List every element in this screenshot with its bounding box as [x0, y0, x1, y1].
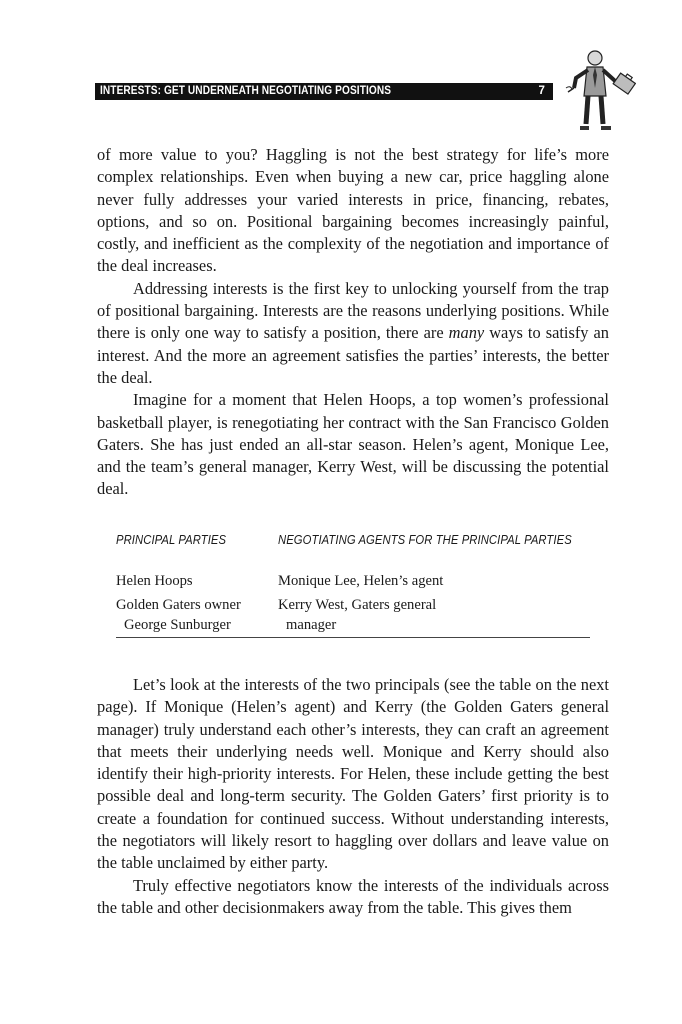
paragraph — [97, 278, 609, 389]
text-run: ways to satisfy an interest. And the more an agreement satisfies the parties’ interests, the better the deal. — [97, 323, 609, 387]
text-run: Addressing interests is the first key to unlocking yourself from the trap of positional bargaining. Interests are the reasons underlying positions. While there is only one way to satisfy a position, there are — [97, 278, 609, 343]
column-header-principal: PRINCIPAL PARTIES — [116, 533, 227, 547]
agent-cell-cont: manager — [286, 617, 337, 633]
principal-cell-cont: George Sunburger — [124, 617, 231, 633]
table-row — [116, 595, 590, 635]
emphasis: many — [448, 323, 485, 343]
principal-cell: Helen Hoops — [116, 573, 193, 589]
body-text-top — [97, 144, 609, 501]
column-header-agents: NEGOTIATING AGENTS FOR THE PRINCIPAL PARTIES — [278, 533, 572, 547]
body-text-bottom — [97, 674, 609, 919]
paragraph: Truly effective negotiators know the interests of the individuals across the table and other decisionmakers away from the table. This gives them — [97, 875, 609, 917]
paragraph: of more value to you? Haggling is not the best strategy for life’s more complex relationships. Even when buying a new car, price haggling alone never fully addresses your varied interests in price, financing, rebates, options, and so on. Positional bargaining becomes increasingly painful, costly, and inefficient as the complexity of the negotiation and importance of the deal increases. — [97, 145, 609, 276]
table-bottom-rule — [116, 637, 590, 638]
paragraph: Let’s look at the interests of the two principals (see the table on the next page). If Monique (Helen’s agent) and Kerry (the Golden Gaters general manager) truly understand each other’s interests, they can craft an agreement that meets their underlying needs well. Monique and Kerry should also identify their high-priority interests. For Helen, these include getting the best possible deal and long-term security. The Golden Gaters’ first priority is to create a foundation for continued success. Without understanding interests, the negotiators will likely resort to haggling over dollars and leave value on the table unclaimed by either party. — [97, 675, 609, 873]
page-number: 7 — [538, 85, 545, 97]
table-header — [116, 533, 590, 551]
running-header — [95, 83, 553, 100]
agent-cell: Kerry West, Gaters general — [278, 597, 437, 613]
agent-cell: Monique Lee, Helen’s agent — [278, 573, 444, 589]
paragraph: Imagine for a moment that Helen Hoops, a top women’s professional basketball player, is renegotiating her contract with the San Francisco Golden Gaters. She has just ended an all-star season. Helen’s agent, Monique Lee, and the team’s general manager, Kerry West, will be discussing the potential deal. — [97, 390, 609, 499]
parties-table — [116, 533, 590, 633]
principal-cell: Golden Gaters owner — [116, 597, 241, 613]
table-row — [116, 571, 590, 591]
chapter-title: INTERESTS: GET UNDERNEATH NEGOTIATING POSITIONS — [100, 85, 392, 97]
businessman-with-briefcase-icon — [562, 48, 636, 134]
